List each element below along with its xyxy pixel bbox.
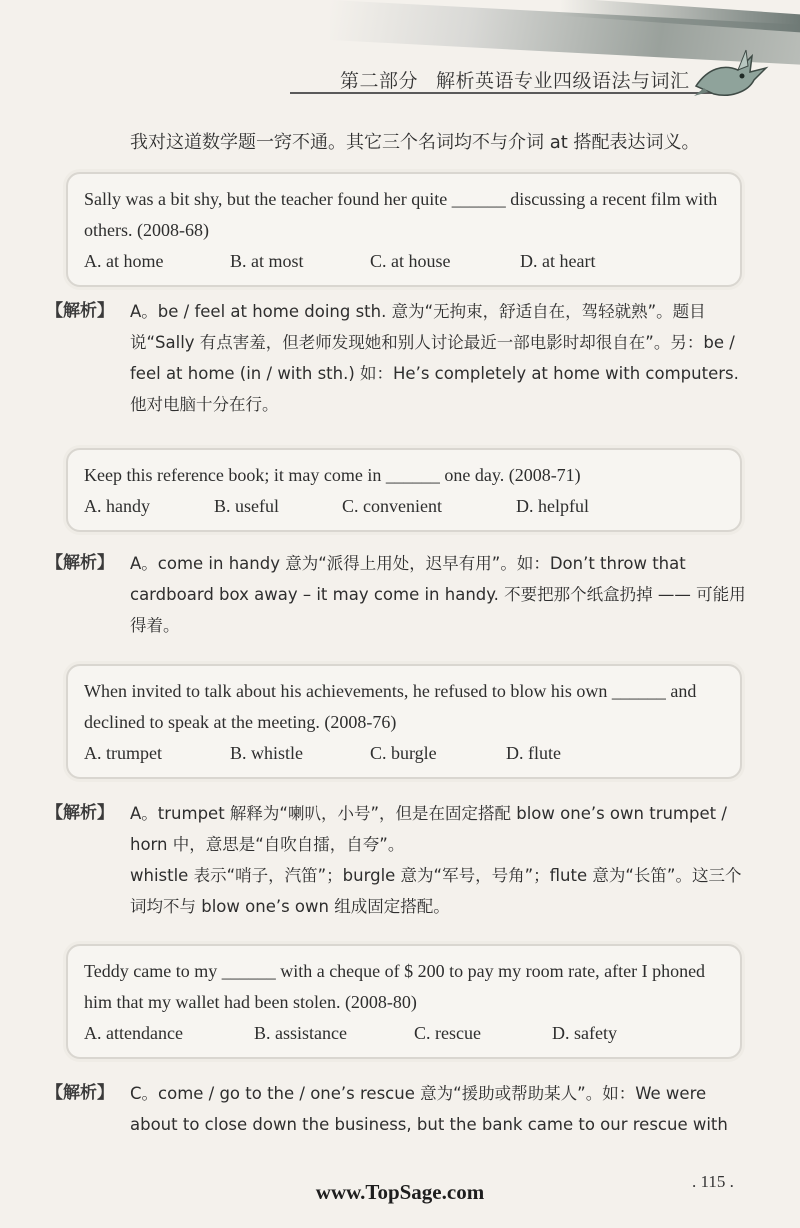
- option-b: B. assistance: [254, 1023, 347, 1043]
- options-row: [84, 246, 724, 277]
- option-c: C. rescue: [414, 1023, 481, 1043]
- question-text: Sally was a bit shy, but the teacher found her quite ______ discussing a recent film with others. (2008-68): [84, 189, 718, 240]
- option-a: A. at home: [84, 251, 164, 271]
- question-text: Teddy came to my ______ with a cheque of $ 200 to pay my room rate, after I phoned him that my wallet had been stolen. (2008-80): [84, 961, 706, 1012]
- explanation-line: C。come / go to the / one’s rescue 意为“援助或帮助某人”。如：We were about to close down the business, but the bank came to our rescue with: [130, 1084, 728, 1134]
- explanation-4: [46, 1078, 746, 1140]
- options-row: [84, 491, 724, 522]
- option-b: B. at most: [230, 251, 304, 271]
- explanation-line: A。come in handy 意为“派得上用处，迟早有用”。如：Don’t throw that cardboard box away – it may come in handy. 不要把那个纸盒扔掉 —— 可能用得着。: [130, 554, 746, 635]
- option-b: B. useful: [214, 496, 279, 516]
- explanation-2: [46, 548, 746, 641]
- header-part: 第二部分: [340, 70, 419, 92]
- options-row: [84, 738, 724, 769]
- option-c: C. at house: [370, 251, 451, 271]
- explanation-tag: 【解析】: [46, 301, 114, 321]
- option-b: B. whistle: [230, 743, 304, 763]
- question-box-4: [66, 944, 742, 1059]
- page-number: . 115 .: [692, 1172, 734, 1191]
- explanation-line: A。trumpet 解释为“喇叭，小号”，但是在固定搭配 blow one’s own trumpet / horn 中，意思是“自吹自擂，自夸”。: [130, 804, 727, 854]
- intro-text: 我对这道数学题一窍不通。其它三个名词均不与介词 at 搭配表达词义。: [130, 132, 700, 153]
- option-d: D. safety: [552, 1023, 617, 1043]
- explanation-tag: 【解析】: [46, 553, 114, 573]
- question-box-3: [66, 664, 742, 779]
- explanation-tag: 【解析】: [46, 803, 114, 823]
- dragon-mascot-icon: [690, 46, 770, 102]
- explanation-line: A。be / feel at home doing sth. 意为“无拘束，舒适自在，驾轻就熟”。题目说“Sally 有点害羞，但老师发现她和别人讨论最近一部电影时却很自在”。另：be / feel at home (in / with sth.) 如：He’s completely at home with computers. 他对电脑十分在行。: [130, 302, 739, 414]
- option-a: A. trumpet: [84, 743, 162, 763]
- option-d: D. at heart: [520, 251, 596, 271]
- header-rule: [290, 92, 730, 94]
- footer-url: www.TopSage.com: [315, 1180, 485, 1204]
- explanation-3: [46, 798, 746, 922]
- explanation-1: [46, 296, 746, 420]
- explanation-line: whistle 表示“哨子，汽笛”；burgle 意为“军号，号角”；flute 意为“长笛”。这三个词均不与 blow one’s own 组成固定搭配。: [130, 866, 742, 916]
- option-d: D. flute: [506, 743, 561, 763]
- option-c: C. convenient: [342, 496, 442, 516]
- options-row: [84, 1018, 724, 1049]
- option-c: C. burgle: [370, 743, 437, 763]
- question-text: When invited to talk about his achievements, he refused to blow his own ______ and declined to speak at the meeting. (2008-76): [84, 681, 697, 732]
- question-box-1: [66, 172, 742, 287]
- header-title: 解析英语专业四级语法与词汇: [436, 70, 690, 92]
- question-box-2: [66, 448, 742, 532]
- question-text: Keep this reference book; it may come in ______ one day. (2008-71): [84, 465, 581, 485]
- option-a: A. handy: [84, 496, 150, 516]
- option-a: A. attendance: [84, 1023, 183, 1043]
- running-header: [340, 66, 690, 93]
- option-d: D. helpful: [516, 496, 589, 516]
- explanation-tag: 【解析】: [46, 1083, 114, 1103]
